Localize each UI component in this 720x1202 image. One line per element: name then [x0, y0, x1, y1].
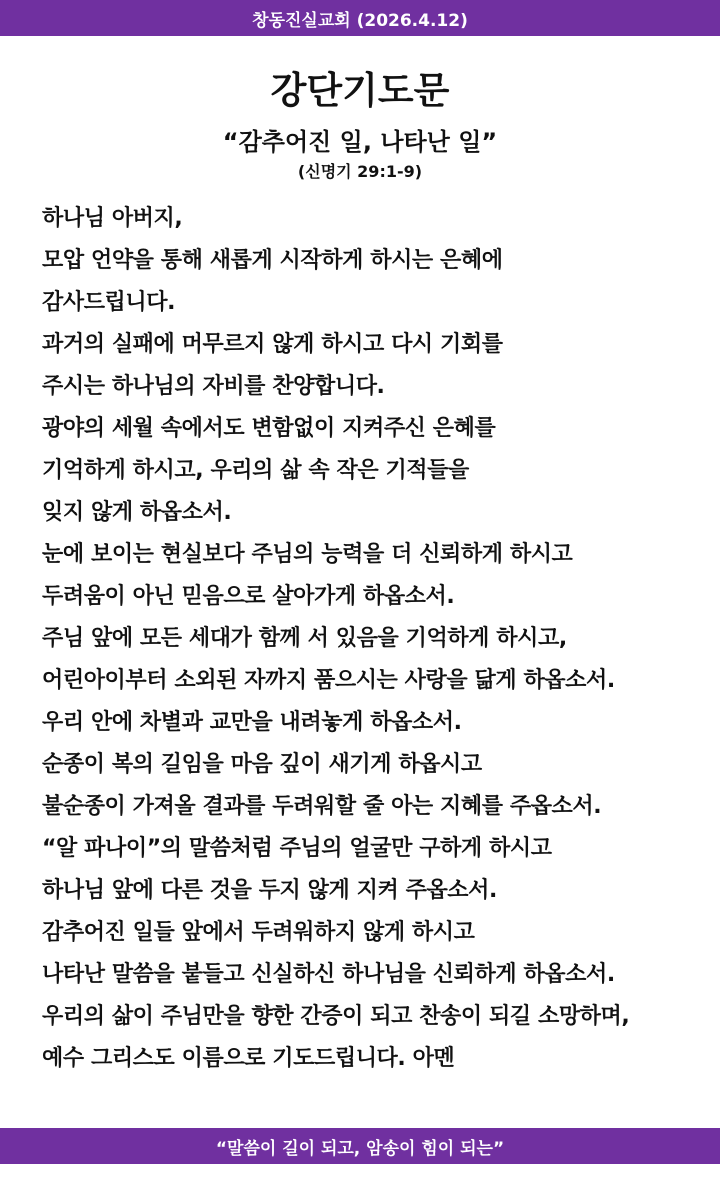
prayer-line: 예수 그리스도 이름으로 기도드립니다. 아멘: [42, 1046, 455, 1071]
prayer-line: 모압 언약을 통해 새롭게 시작하게 하시는 은혜에: [42, 248, 503, 273]
page-title: 강단기도문: [270, 69, 450, 112]
prayer-line: 주시는 하나님의 자비를 찬양합니다.: [42, 374, 385, 399]
prayer-line: 눈에 보이는 현실보다 주님의 능력을 더 신뢰하게 하시고: [42, 542, 573, 567]
header-banner: [0, 0, 720, 36]
prayer-line: 우리 안에 차별과 교만을 내려놓게 하옵소서.: [42, 710, 462, 735]
prayer-line: 하나님 아버지,: [42, 206, 183, 231]
prayer-line: 과거의 실패에 머무르지 않게 하시고 다시 기회를: [42, 332, 503, 357]
prayer-line: 불순종이 가져올 결과를 두려워할 줄 아는 지혜를 주옵소서.: [42, 794, 602, 819]
prayer-line: 순종이 복의 길임을 마음 깊이 새기게 하옵시고: [42, 752, 482, 777]
footer-banner: [0, 1128, 720, 1164]
prayer-line: 잊지 않게 하옵소서.: [42, 500, 232, 525]
prayer-text: [42, 198, 712, 1080]
prayer-line: 감사드립니다.: [42, 290, 176, 315]
prayer-line: 기억하게 하시고, 우리의 삶 속 작은 기적들을: [42, 458, 469, 483]
prayer-line: 우리의 삶이 주님만을 향한 간증이 되고 찬송이 되길 소망하며,: [42, 1004, 630, 1029]
prayer-line: 나타난 말씀을 붙들고 신실하신 하나님을 신뢰하게 하옵소서.: [42, 962, 615, 987]
church-date-label: 창동진실교회 (2026.4.12): [252, 10, 468, 31]
prayer-line: 어린아이부터 소외된 자까지 품으시는 사랑을 닮게 하옵소서.: [42, 668, 615, 693]
prayer-line: 감추어진 일들 앞에서 두려워하지 않게 하시고: [42, 920, 475, 945]
sermon-subtitle: “감추어진 일, 나타난 일”: [222, 128, 498, 156]
prayer-line: 광야의 세월 속에서도 변함없이 지켜주신 은혜를: [42, 416, 496, 441]
prayer-line: 두려움이 아닌 믿음으로 살아가게 하옵소서.: [42, 584, 455, 609]
prayer-line: 하나님 앞에 다른 것을 두지 않게 지켜 주옵소서.: [42, 878, 497, 903]
scripture-reference: (신명기 29:1-9): [297, 162, 423, 181]
footer-motto: “말씀이 길이 되고, 암송이 힘이 되는”: [215, 1138, 505, 1159]
prayer-line: 주님 앞에 모든 세대가 함께 서 있음을 기억하게 하시고,: [42, 626, 567, 651]
prayer-line: “알 파나이”의 말씀처럼 주님의 얼굴만 구하게 하시고: [42, 836, 552, 861]
